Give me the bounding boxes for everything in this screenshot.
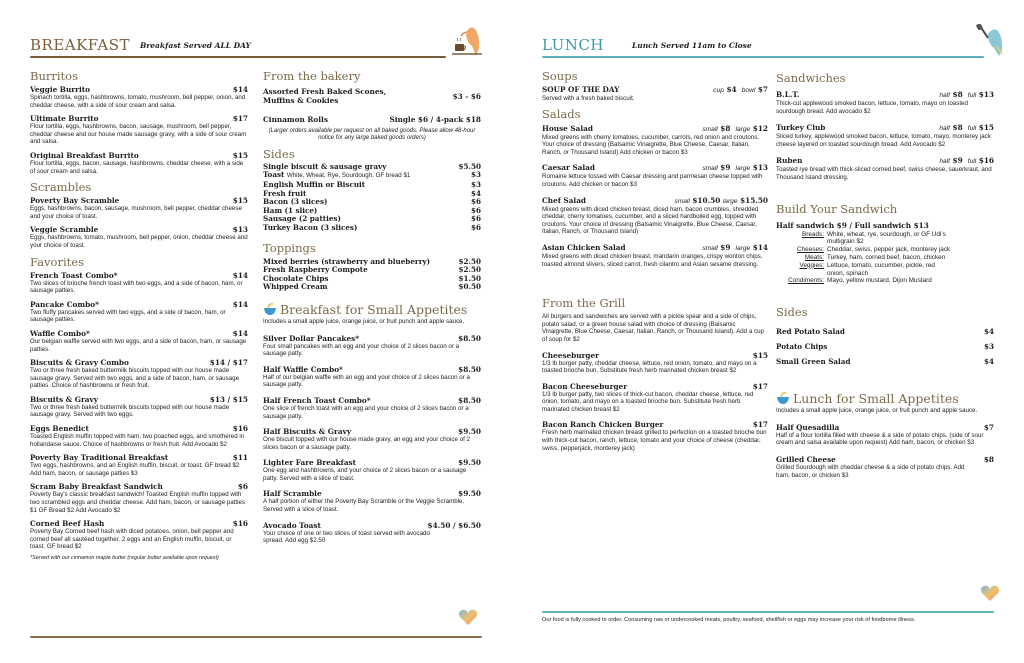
item-price: small $9 large $13 [702, 163, 768, 173]
item-price: $14 [232, 270, 248, 280]
lunch-column-1 [542, 66, 768, 452]
breakfast-title: BREAKFAST [30, 36, 131, 54]
item-price: $14 [232, 85, 248, 94]
item-desc: A half portion of either the Poverty Bay Scramble or the Veggie Scramble. Served with a slice of toast. [263, 498, 465, 514]
build-value: White, wheat, rye, sourdough, or GF Udi's multigrain $2 [827, 230, 946, 246]
build-label: Breads: [801, 230, 824, 238]
build-value: Lettuce, tomato, cucumber, pickle, red onion, spinach [827, 261, 935, 277]
item-name: Grilled Cheese [776, 454, 836, 464]
item-name: Turkey Bacon (3 slices) [263, 222, 358, 232]
item-name: Asian Chicken Salad [542, 242, 626, 252]
item-price: $9.50 [458, 489, 481, 499]
item-name: Whipped Cream [263, 282, 328, 292]
breakfast-banner [30, 36, 482, 56]
breakfast-column-1 [30, 66, 248, 561]
menu-item [776, 455, 994, 479]
juice-cup-icon [263, 302, 277, 316]
item-desc: Sliced turkey, applewood smoked bacon, lettuce, tomato, mayo, monterey jack cheese layered on toasted sourdough bread. Add Avocado $2 [776, 133, 991, 148]
item-name: Waffle Combo* [30, 328, 90, 338]
item-name: Veggie Scramble [30, 225, 99, 235]
item-desc: Flour tortilla, eggs, bacon, sausage, hashbrowns, cheddar cheese, with a side of sour cream and salsa. [30, 159, 244, 175]
item-price: small $8 large $12 [702, 123, 768, 133]
item-price: $16 [232, 519, 248, 529]
item-name: Biscuits & Gravy [30, 394, 98, 404]
item-desc: Half of a flour tortilla filled with cheese & a side of potato chips. (side of sour cream and salsa available upon request) Add ham, bacon, or chicken $3 [776, 431, 984, 447]
item-price: $5.50 [458, 161, 481, 171]
menu-item [263, 396, 481, 420]
menu-item [776, 423, 994, 447]
item-name: Fresh Raspberry Compote [263, 265, 368, 275]
item-name: Bacon Cheeseburger [542, 381, 628, 391]
build-row [776, 231, 994, 247]
item-price: $6 [470, 214, 481, 224]
menu-item [30, 519, 248, 551]
item-price: $17 [752, 420, 768, 430]
item-name: Ruben [776, 156, 803, 166]
item-name: Biscuits & Gravy Combo [30, 358, 129, 368]
item-desc: Poverty Bay Corned beef hash with diced potatoes, onion, bell pepper and corned beef all sautéed together. 2 eggs and an English muffin, biscuit, or toast. GF bread $2 [30, 528, 234, 551]
build-label: Condiments: [788, 277, 824, 285]
item-name: Half Waffle Combo* [263, 364, 343, 374]
item-price: $13 [232, 225, 248, 235]
item-desc: Flour tortilla, eggs, hashbrowns, bacon, sausage, mushroom, bell pepper, cheddar cheese and our house made sausage gravy, with a side of sour cream and salsa. [30, 123, 247, 146]
menu-item [30, 225, 248, 249]
item-price: $6 [470, 205, 481, 215]
item-price: $17 [232, 114, 248, 124]
menu-item [30, 114, 248, 146]
item-desc: One slice of french toast with an egg and your choice of 2 slices bacon or a sausage patty. [263, 404, 469, 420]
item-price: $3 - $6 [452, 91, 481, 101]
item-name: Half French Toast Combo* [263, 395, 371, 405]
menu-item [30, 300, 248, 324]
item-name: Avocado Toast [263, 520, 321, 530]
item-price: $3 [983, 342, 994, 352]
side-row [776, 339, 994, 354]
build-sandwich-headline [776, 221, 994, 230]
item-price: $15 [752, 350, 768, 360]
lunch-small-appetites-title [776, 391, 994, 406]
item-name: Corned Beef Hash [30, 519, 105, 529]
section-title-text: Lunch for Small Appetites [793, 391, 959, 407]
favorites-title: Favorites [30, 254, 84, 269]
menu-item [30, 482, 248, 514]
build-value: Cheddar, swiss, pepper jack, monterey jack [827, 246, 951, 254]
item-price: $4 [983, 327, 994, 337]
item-name: Assorted Fresh Baked Scones, Muffins & Cookies [263, 87, 387, 105]
item-desc: 1/3 lb burger patty, two slices of thick-cut bacon, cheddar cheese, lettuce, red onion, tomato, and mayo on a toasted brioche bun. Substitute fresh herb marinated chicken breast $2 [542, 390, 754, 413]
menu-item [30, 358, 248, 390]
item-price: cup $4 bowl $7 [713, 85, 768, 94]
item-desc: Two eggs, hashbrowns, and an English muffin, biscuit, or toast. GF bread $2 Add ham, bacon, or sausage patties $3 [30, 462, 240, 477]
item-desc: Mixed greens with cherry tomatoes, cucumber, carrots, red onion and croutons. Your choice of dressing (Balsamic Vinaigrette, Blue Cheese, Caesar, Italian, Ranch, or Thousand Island) Add chicken or bacon $3 [542, 133, 760, 156]
item-desc: Eggs, hashbrowns, bacon, sausage, mushroom, bell pepper, cheddar cheese and your choice of toast. [30, 205, 242, 220]
menu-item [263, 334, 481, 358]
item-price: $3 [470, 170, 481, 180]
item-name: House Salad [542, 123, 593, 133]
small-appetites-title [263, 302, 481, 317]
item-name: Single biscuit & sausage gravy [263, 161, 387, 171]
heart-logo-icon [458, 608, 478, 626]
bakery-note: (Larger orders available per request on all baked goods. Please allow 48-hour notice for any large baked goods orders) [268, 128, 476, 142]
menu-item [542, 351, 768, 375]
item-name: Half Quesadilla [776, 422, 840, 432]
item-name: French Toast Combo* [30, 270, 118, 280]
menu-item [542, 85, 768, 103]
item-desc: Fresh herb marinated chicken breast grilled to perfection on a toasted brioche bun with thick-cut bacon, ranch, lettuce, tomato and your choice of cheese (cheddar, swiss, pepperjack, monterey jack) [542, 429, 767, 452]
item-name: Poverty Bay Traditional Breakfast [30, 453, 169, 463]
breakfast-bottom-rule [30, 636, 482, 638]
item-desc: Spinach tortilla, eggs, hashbrowns, tomato, mushroom, bell pepper, onion, and cheddar cheese, with a side of sour cream and salsa. [30, 94, 246, 109]
salads-title: Salads [542, 106, 581, 121]
item-name: B.L.T. [776, 90, 800, 99]
item-name: Lighter Fare Breakfast [263, 458, 357, 468]
menu-item [30, 85, 248, 109]
lunch-subtitle: Lunch Served 11am to Close [632, 41, 752, 50]
item-price: $15 [232, 150, 248, 160]
item-price: $6 [470, 222, 481, 232]
item-price: $14 [232, 328, 248, 338]
item-name: SOUP OF THE DAY [542, 85, 620, 94]
lunch-sides-title: Sides [776, 305, 808, 320]
item-price: $8.50 [458, 395, 481, 405]
menu-item [30, 151, 248, 175]
grill-title: From the Grill [542, 296, 626, 311]
item-price: $8 [983, 454, 994, 464]
build-row [776, 277, 994, 285]
section-title-text: Breakfast for Small Appetites [280, 301, 468, 317]
menu-item [30, 196, 248, 220]
build-row [776, 246, 994, 254]
grill-intro: All burgers and sandwiches are served with a pickle spear and a side of chips, potato salad, or a green house salad with choice of dressing (Balsamic Vinaigrette, Blue Cheese, Caesar, Italian, Ranch, or Thousand Island). Add a cup of soup for $2 [542, 313, 764, 343]
side-row [776, 354, 994, 369]
menu-item [30, 329, 248, 353]
item-name: Chocolate Chips [263, 273, 329, 283]
menu-item [542, 124, 768, 157]
menu-item [30, 271, 248, 295]
build-price-text: Half sandwich $9 / Full sandwich $13 [776, 220, 929, 230]
item-desc: Poverty Bay's classic breakfast sandwich! Toasted English muffin topped with two scrambled eggs and cheddar cheese. Add ham, bacon, or sausage patties $1 GF Bread $2 Add Avocado $2 [30, 491, 245, 514]
side-row [263, 224, 481, 233]
item-price: $3 [470, 180, 481, 189]
menu-item [30, 424, 248, 448]
item-price: $9.50 [458, 458, 481, 468]
menu-item [263, 458, 481, 482]
menu-item [263, 521, 481, 545]
item-desc: Two slices of brioche french toast with two eggs, and a side of bacon, ham, or sausage patties. [30, 279, 243, 295]
breakfast-banner-rule [30, 56, 446, 58]
sides-list [263, 163, 481, 233]
item-name: Silver Dollar Pancakes* [263, 333, 360, 343]
lunch-sides-list [776, 324, 994, 369]
item-desc: One biscuit topped with our house made gravy, an egg and your choice of 2 slices bacon or a sausage patty. [263, 436, 470, 451]
item-price: $14 [232, 299, 248, 309]
build-row [776, 254, 994, 262]
menu-item [776, 90, 994, 115]
item-price: $11 [232, 453, 248, 463]
menu-item [30, 395, 248, 419]
item-price: $1.50 [458, 273, 481, 283]
item-desc: One egg and hashbrowns, and your choice of 2 slices bacon or a sausage patty. Served with a slice of toast. [263, 467, 467, 482]
lunch-banner [542, 36, 1004, 56]
small-appetites-intro: Includes a small apple juice, orange juice, or fruit punch and apple sauce. [263, 317, 465, 325]
build-row [776, 262, 994, 278]
menu-item [542, 243, 768, 268]
item-desc: Served with a fresh baked biscuit. [542, 95, 635, 102]
item-price: $6 [237, 482, 248, 492]
item-desc: Our belgian waffle served with two eggs, and a side of bacon, ham, or sausage patties. [30, 337, 247, 353]
item-name: Original Breakfast Burrito [30, 150, 139, 160]
item-price: $15 [232, 196, 248, 206]
item-price: $7 [983, 422, 994, 432]
item-price: $17 [752, 381, 768, 391]
menu-item [542, 163, 768, 188]
item-name: Scram Baby Breakfast Sandwich [30, 482, 163, 492]
build-value: Turkey, ham, corned beef, bacon, chicken [827, 253, 946, 261]
item-desc: 1/3 lb burger patty, cheddar cheese, lettuce, red onion, tomato, and mayo on a toasted brioche bun. Substitute fresh herb marinated chicken breast $2 [542, 359, 757, 375]
item-price: $2.50 [458, 265, 481, 275]
menu-item [542, 420, 768, 452]
lunch-bottom-rule [542, 611, 994, 613]
item-price: $16 [232, 424, 248, 434]
butter-footnote: *Served with our cinnamon maple butter (regular butter available upon request) [30, 555, 219, 561]
item-name: English Muffin or Biscuit [263, 180, 366, 189]
scrambles-title: Scrambles [30, 180, 92, 195]
item-name: Bacon Ranch Chicken Burger [542, 420, 664, 430]
lunch-banner-rule [542, 56, 984, 58]
item-name: Fresh fruit [263, 188, 307, 198]
item-price: half $8 full $15 [939, 123, 994, 133]
sandwiches-title: Sandwiches [776, 71, 846, 85]
item-price: $0.50 [458, 282, 481, 292]
item-desc: Four small pancakes with an egg and your choice of 2 slices bacon or a sausage patty. [263, 342, 460, 358]
build-label: Meats: [804, 253, 824, 261]
item-desc: Half of our belgian waffle with an egg and your choice of 2 slices bacon or a sausage patty. [263, 373, 470, 389]
item-name: Veggie Burrito [30, 85, 90, 94]
item-name: Bacon (3 slices) [263, 197, 328, 207]
build-label: Cheeses: [797, 246, 824, 254]
item-price: half $8 full $13 [939, 90, 994, 99]
item-price: $8.50 [458, 364, 481, 374]
item-name: Small Green Salad [776, 357, 851, 367]
item-desc: Mixed greens with diced chicken breast, mandarin oranges, crispy wonton chips, toasted almond slivers, sliced carrot, fresh cilantro and Asian sesame dressing. [542, 252, 763, 268]
item-price: $14 / $17 [209, 358, 248, 368]
item-name: Pancake Combo* [30, 299, 99, 309]
item-desc: Two fluffy pancakes served with two eggs, and a side of bacon, ham, or sausage patties. [30, 308, 226, 324]
food-safety-disclaimer: Our food is fully cooked to order. Consuming raw or undercooked meats, poultry, seafood, shellfish or eggs may increase your risk of foodborne illness. [542, 617, 916, 623]
menu-item [776, 156, 994, 181]
item-name: Chef Salad [542, 195, 587, 205]
side-row [776, 324, 994, 339]
item-desc: Toasted rye bread with thick-sliced corned beef, swiss cheese, sauerkraut, and Thousand Island dressing. [776, 166, 992, 181]
lunch-title: LUNCH [542, 36, 604, 54]
item-price: Single $6 / 4-pack $18 [389, 115, 481, 124]
item-price: $4 [470, 188, 481, 198]
bird-spatula-icon [976, 24, 1006, 58]
item-detail: White, Wheat, Rye, Sourdough. GF bread $1 [286, 172, 411, 180]
build-value: Mayo, yellow mustard, Dijon Mustard [827, 277, 932, 285]
item-price: half $9 full $16 [939, 156, 994, 166]
item-price: $13 / $15 [209, 394, 248, 404]
menu-item [263, 87, 481, 105]
item-name: Poverty Bay Scramble [30, 196, 120, 206]
item-name: Half Scramble [263, 489, 322, 499]
menu-item [263, 115, 481, 124]
item-price: $6 [470, 197, 481, 207]
item-price: $2.50 [458, 256, 481, 266]
item-name: Turkey Club [776, 123, 826, 133]
topping-row [263, 283, 481, 292]
item-name: Red Potato Salad [776, 327, 845, 337]
menu-item [263, 365, 481, 389]
lunch-page [520, 0, 1024, 663]
item-desc: Your choice of one or two slices of toast served with avocado spread. Add egg $2.50 [263, 529, 430, 545]
item-desc: Eggs, hashbrowns, tomato, mushroom, bell pepper, onion, cheddar cheese and your choice of toast. [30, 234, 248, 249]
item-desc: Thick-cut applewood smoked bacon, lettuce, tomato, mayo on toasted sourdough bread. Add avocado $2 [776, 100, 968, 115]
soups-title: Soups [542, 69, 578, 83]
burritos-title: Burritos [30, 69, 78, 83]
item-desc: Toasted English muffin topped with ham, two poached eggs, and smothered in hollandaise sauce. Choice of hashbrowns or fresh fruit. Add Avocado $2 [30, 433, 245, 448]
item-price: small $9 large $14 [702, 242, 768, 252]
menu-item [776, 123, 994, 148]
menu-item [542, 382, 768, 414]
item-name: Half Biscuits & Gravy [263, 427, 352, 437]
menu-item [263, 427, 481, 451]
bird-coffee-icon [452, 24, 482, 58]
juice-cup-icon [776, 391, 790, 405]
build-sandwich-title: Build Your Sandwich [776, 201, 898, 216]
bakery-title: From the bakery [263, 69, 361, 83]
item-desc: Mixed greens with diced chicken breast, diced ham, bacon crumbles, shredded cheddar, cherry tomatoes, cucumber, and a sliced hardboiled egg, topped with croutons. Your choice of dressing (Balsamic Vinaigrette, Blue Cheese, Caesar, Italian, Ranch, or Thousand Island) [542, 205, 759, 236]
item-name: Ham (1 slice) [263, 205, 318, 215]
build-options [776, 231, 994, 286]
menu-item [30, 453, 248, 477]
item-name: Toast [263, 170, 285, 180]
item-name: Sausage (2 patties) [263, 214, 341, 224]
item-price: $9.50 [458, 427, 481, 437]
lunch-small-appetites-intro: Includes a small apple juice, orange juice, or fruit punch and apple sauce. [776, 407, 978, 415]
item-price: $4.50 / $6.50 [427, 520, 481, 530]
item-price: $4 [983, 357, 994, 367]
toppings-list [263, 258, 481, 292]
item-price: $8.50 [458, 333, 481, 343]
menu-item [542, 196, 768, 236]
item-price: small $10.50 large $15.50 [674, 195, 768, 205]
toppings-title: Toppings [263, 240, 316, 255]
breakfast-column-2 [263, 66, 481, 545]
menu-item [263, 489, 481, 513]
item-desc: Two or three fresh baked buttermilk biscuits topped with our house made sausage gravy. Served with two eggs. [30, 403, 230, 419]
item-name: Eggs Benedict [30, 424, 89, 434]
item-desc: Grilled Sourdough with cheddar cheese & a side of potato chips. Add ham, bacon, or chicken $3 [776, 463, 965, 479]
item-name: Cinnamon Rolls [263, 115, 328, 124]
item-desc: Romaine lettuce tossed with Caesar dressing and parmesan cheese topped with croutons. Add chicken or bacon $3 [542, 173, 763, 188]
breakfast-subtitle: Breakfast Served ALL DAY [140, 41, 251, 50]
lunch-column-2 [776, 66, 994, 479]
item-name: Potato Chips [776, 342, 828, 352]
item-name: Caesar Salad [542, 163, 595, 173]
item-name: Mixed berries (strawberry and blueberry) [263, 256, 431, 266]
heart-logo-icon [980, 584, 1000, 602]
item-name: Ultimate Burrito [30, 114, 99, 124]
build-label: Veggies: [799, 261, 824, 269]
sides-title: Sides [263, 146, 295, 161]
item-name: Cheeseburger [542, 350, 599, 360]
item-desc: Two or three fresh baked buttermilk biscuits topped with our house made sausage gravy. Served with two eggs, and a side of bacon, ham, or sausage patties. Choice of hashbrowns or fresh fruit. [30, 367, 240, 390]
side-row [263, 163, 481, 172]
